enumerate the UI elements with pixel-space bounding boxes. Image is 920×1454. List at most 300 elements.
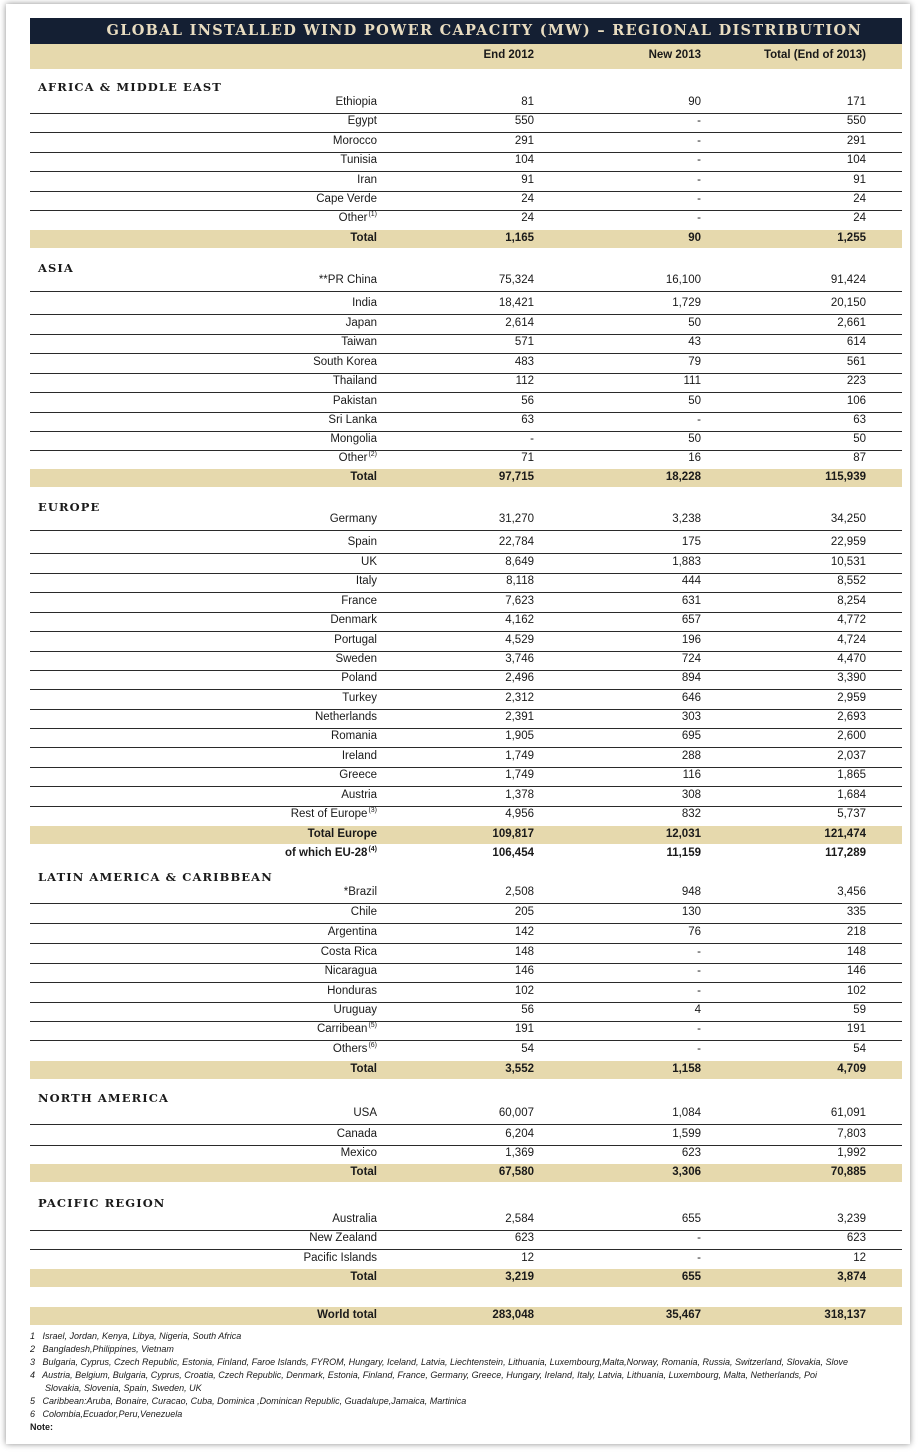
cell-total-2013: 102 [846, 985, 866, 997]
cell-end-2012: 54 [521, 1043, 534, 1055]
cell-end-2012: 24 [521, 212, 534, 224]
cell-end-2012: 550 [514, 115, 534, 127]
cell-total-2013: 3,239 [837, 1213, 866, 1225]
cell-end-2012: 3,552 [505, 1063, 534, 1075]
footnotes [30, 1330, 902, 1434]
cell-total-2013: 8,254 [837, 595, 866, 607]
row-label: Italy [355, 575, 377, 587]
region-heading: AFRICA & MIDDLE EAST [38, 80, 222, 94]
row-label: Argentina [327, 926, 377, 938]
table-row [30, 1250, 902, 1269]
row-label: Nicaragua [324, 965, 377, 977]
cell-total-2013: 171 [846, 96, 866, 108]
cell-new-2013: 76 [688, 926, 701, 938]
cell-new-2013: - [697, 174, 701, 186]
cell-new-2013: - [697, 1023, 701, 1035]
cell-total-2013: 3,874 [837, 1271, 866, 1283]
world-total-row [30, 1307, 902, 1325]
region-heading: PACIFIC REGION [38, 1196, 166, 1210]
cell-new-2013: 695 [681, 730, 701, 742]
table-row [30, 354, 902, 374]
cell-total-2013: 70,885 [830, 1166, 866, 1178]
table-row [30, 709, 902, 729]
row-label: Greece [339, 769, 377, 781]
row-label: Pacific Islands [303, 1252, 377, 1264]
cell-end-2012: 67,580 [498, 1166, 534, 1178]
cell-end-2012: 1,749 [505, 750, 534, 762]
footnote-marker: (5) [368, 1022, 377, 1029]
cell-total-2013: 2,661 [837, 317, 866, 329]
table-row [30, 373, 902, 393]
cell-total-2013: 87 [853, 452, 866, 464]
region-heading: LATIN AMERICA & CARIBBEAN [38, 870, 273, 884]
footnote: 4 Austria, Belgium, Bulgaria, Cyprus, Croatia, Czech Republic, Denmark, Estonia, Finland, France, Germany, Greece, Hungary, Ireland, Italy, Latvia, Lithuania, Luxembourg, Malta, Netherlands, Poi [30, 1370, 818, 1380]
cell-new-2013: 1,158 [672, 1063, 701, 1075]
row-label: *Brazil [343, 886, 377, 898]
cell-new-2013: 90 [688, 96, 701, 108]
cell-total-2013: 4,470 [837, 653, 866, 665]
column-header-end-2012: End 2012 [483, 49, 534, 61]
cell-total-2013: 24 [853, 193, 866, 205]
cell-total-2013: 50 [853, 433, 866, 445]
cell-new-2013: 1,599 [672, 1128, 701, 1140]
footnote: 1 Israel, Jordan, Kenya, Libya, Nigeria, South Africa [30, 1331, 242, 1341]
cell-new-2013: 1,084 [672, 1107, 701, 1119]
cell-new-2013: 655 [681, 1271, 701, 1283]
cell-end-2012: 2,391 [505, 711, 534, 723]
cell-end-2012: 3,219 [505, 1271, 534, 1283]
cell-total-2013: 4,772 [837, 614, 866, 626]
cell-end-2012: 6,204 [505, 1128, 534, 1140]
cell-total-2013: 2,037 [837, 750, 866, 762]
cell-new-2013: - [697, 1232, 701, 1244]
table-row [30, 944, 902, 964]
region-heading: ASIA [38, 261, 74, 275]
cell-new-2013: 832 [681, 808, 701, 820]
cell-new-2013: 3,238 [672, 513, 701, 525]
row-label: South Korea [313, 356, 377, 368]
table-row [30, 593, 902, 613]
cell-new-2013: 288 [681, 750, 701, 762]
row-label: Mexico [340, 1147, 377, 1159]
cell-end-2012: 3,746 [505, 653, 534, 665]
row-label: Ethiopia [335, 96, 377, 108]
footnote-marker: (6) [368, 1042, 377, 1049]
table-row [30, 748, 902, 768]
footnote-marker: (1) [368, 211, 377, 218]
cell-total-2013: 561 [846, 356, 866, 368]
cell-new-2013: 1,729 [672, 297, 701, 309]
table-row [30, 632, 902, 652]
row-label: Japan [345, 317, 377, 329]
row-label: World total [317, 1309, 377, 1321]
cell-total-2013: 3,390 [837, 672, 866, 684]
table-row [30, 94, 902, 114]
cell-total-2013: 91 [853, 174, 866, 186]
row-label: Ireland [341, 750, 377, 762]
cell-total-2013: 12 [853, 1252, 866, 1264]
row-label: Mongolia [330, 433, 377, 445]
cell-end-2012: 4,956 [505, 808, 534, 820]
table-row [30, 554, 902, 574]
cell-end-2012: 106,454 [492, 847, 534, 859]
table-row [30, 690, 902, 710]
document-page [6, 4, 910, 1444]
cell-end-2012: 24 [521, 193, 534, 205]
cell-total-2013: 1,255 [837, 232, 866, 244]
cell-new-2013: 16,100 [665, 274, 701, 286]
cell-end-2012: 81 [521, 96, 534, 108]
row-label: Total [350, 471, 377, 483]
row-label: Iran [357, 174, 377, 186]
cell-end-2012: 1,749 [505, 769, 534, 781]
cell-end-2012: 283,048 [492, 1309, 534, 1321]
cell-total-2013: 2,693 [837, 711, 866, 723]
row-label: Carribean$^{(5)}$ [316, 1022, 377, 1035]
cell-total-2013: 2,959 [837, 692, 866, 704]
cell-new-2013: 11,159 [666, 847, 701, 859]
table-row [30, 113, 902, 133]
table-row [30, 511, 902, 531]
cell-new-2013: 894 [681, 672, 701, 684]
cell-new-2013: - [697, 212, 701, 224]
cell-end-2012: 112 [515, 375, 534, 387]
cell-total-2013: 106 [846, 395, 866, 407]
row-label: Canada [336, 1128, 377, 1140]
row-label: Turkey [342, 692, 377, 704]
cell-new-2013: 16 [688, 452, 701, 464]
cell-end-2012: 571 [514, 336, 534, 348]
cell-end-2012: 148 [514, 946, 534, 958]
cell-new-2013: 623 [681, 1147, 701, 1159]
table-row [30, 534, 902, 554]
table-row [30, 191, 902, 211]
cell-end-2012: 1,378 [505, 789, 534, 801]
cell-total-2013: 4,709 [837, 1063, 866, 1075]
footnote: 2 Bangladesh,Philippines, Vietnam [30, 1344, 174, 1354]
cell-end-2012: 1,905 [505, 730, 534, 742]
cell-total-2013: 117,289 [825, 847, 866, 859]
row-label: Spain [347, 536, 377, 548]
table-row [30, 963, 902, 983]
cell-end-2012: 1,369 [505, 1147, 534, 1159]
table-row [30, 210, 902, 229]
table-row [30, 393, 902, 413]
table-row [30, 272, 902, 292]
cell-total-2013: 623 [846, 1232, 866, 1244]
row-label: Sweden [335, 653, 377, 665]
cell-end-2012: 18,421 [498, 297, 534, 309]
table-row [30, 806, 902, 825]
cell-end-2012: 56 [521, 1004, 534, 1016]
table-row [30, 431, 902, 451]
region-total-row [30, 469, 902, 487]
row-label: Egypt [347, 115, 377, 127]
cell-end-2012: 104 [514, 154, 534, 166]
row-label: Tunisia [340, 154, 377, 166]
cell-total-2013: 191 [846, 1023, 866, 1035]
cell-end-2012: 2,312 [505, 692, 534, 704]
region-heading: EUROPE [38, 500, 101, 514]
row-label: Others$^{(6)}$ [332, 1042, 377, 1055]
column-header-new-2013: New 2013 [648, 49, 701, 61]
footnote-marker: (4) [368, 846, 377, 853]
cell-end-2012: 102 [514, 985, 534, 997]
cell-end-2012: 623 [514, 1232, 534, 1244]
row-label: Pakistan [332, 395, 377, 407]
row-label: of which EU-28$^{(4)}$ [285, 846, 377, 859]
cell-end-2012: 97,715 [498, 471, 534, 483]
row-label: USA [353, 1107, 377, 1119]
cell-total-2013: 59 [853, 1004, 866, 1016]
table-row [30, 924, 902, 944]
cell-total-2013: 5,737 [837, 808, 866, 820]
cell-total-2013: 223 [846, 375, 866, 387]
cell-end-2012: 1,165 [505, 232, 534, 244]
footnote-marker: (2) [368, 451, 377, 458]
cell-new-2013: - [697, 115, 701, 127]
row-label: Rest of Europe$^{(3)}$ [290, 807, 377, 820]
cell-end-2012: 146 [514, 965, 534, 977]
cell-new-2013: - [697, 414, 701, 426]
cell-total-2013: 10,531 [830, 556, 866, 568]
row-label: Sri Lanka [328, 414, 377, 426]
cell-new-2013: 12,031 [665, 828, 701, 840]
cell-end-2012: 2,614 [505, 317, 534, 329]
cell-total-2013: 104 [846, 154, 866, 166]
cell-end-2012: 191 [514, 1023, 534, 1035]
row-label: Honduras [327, 985, 377, 997]
cell-end-2012: 2,508 [505, 886, 534, 898]
table-row [30, 1105, 902, 1125]
cell-total-2013: 146 [846, 965, 866, 977]
row-label: Total [350, 1063, 377, 1075]
cell-total-2013: 91,424 [830, 274, 866, 286]
cell-end-2012: - [530, 433, 534, 445]
row-label: Total Europe [307, 828, 377, 840]
row-label: Romania [330, 730, 377, 742]
table-row [30, 983, 902, 1003]
row-label: Total [350, 1271, 377, 1283]
cell-new-2013: - [697, 946, 701, 958]
cell-total-2013: 63 [853, 414, 866, 426]
table-row [30, 315, 902, 335]
footnote: 5 Caribbean:Aruba, Bonaire, Curacao, Cuba, Dominica ,Dominican Republic, Guadalupe,Jamaica, Martinica [30, 1396, 467, 1406]
cell-total-2013: 550 [846, 115, 866, 127]
cell-total-2013: 115,939 [825, 471, 866, 483]
column-header-total-2013: Total (End of 2013) [763, 49, 866, 61]
cell-total-2013: 1,865 [837, 769, 866, 781]
cell-end-2012: 63 [521, 414, 534, 426]
region-heading: NORTH AMERICA [38, 1091, 170, 1105]
table-row [30, 172, 902, 192]
note-label: Note: [30, 1422, 53, 1432]
row-label: Netherlands [314, 711, 377, 723]
row-label: Cape Verde [316, 193, 377, 205]
cell-new-2013: 4 [694, 1004, 701, 1016]
cell-end-2012: 2,496 [505, 672, 534, 684]
table-row [30, 1041, 902, 1060]
cell-end-2012: 12 [521, 1252, 534, 1264]
row-label: Poland [341, 672, 377, 684]
cell-end-2012: 483 [514, 356, 534, 368]
table-row [30, 295, 902, 315]
cell-new-2013: - [697, 985, 701, 997]
footnote-marker: (3) [368, 807, 377, 814]
cell-end-2012: 56 [521, 395, 534, 407]
cell-end-2012: 91 [521, 174, 534, 186]
region-total-row [30, 1269, 902, 1287]
cell-new-2013: - [697, 1043, 701, 1055]
cell-total-2013: 291 [846, 135, 866, 147]
cell-total-2013: 20,150 [830, 297, 866, 309]
cell-new-2013: 79 [688, 356, 701, 368]
cell-end-2012: 4,162 [505, 614, 534, 626]
table-row [30, 904, 902, 924]
row-label: Uruguay [333, 1004, 377, 1016]
row-label: Germany [329, 513, 377, 525]
region-total-row [30, 1061, 902, 1079]
table-row [30, 1211, 902, 1231]
cell-total-2013: 24 [853, 212, 866, 224]
cell-new-2013: 43 [688, 336, 701, 348]
table-row [30, 670, 902, 690]
region-total-row [30, 1164, 902, 1182]
cell-new-2013: - [697, 135, 701, 147]
footnote: 6 Colombia,Ecuador,Peru,Venezuela [30, 1409, 183, 1419]
table-row [30, 767, 902, 787]
cell-new-2013: 130 [681, 906, 701, 918]
row-label: **PR China [318, 274, 377, 286]
table-row [30, 412, 902, 432]
row-label: Other$^{(1)}$ [338, 211, 377, 224]
cell-new-2013: - [697, 193, 701, 205]
cell-end-2012: 291 [514, 135, 534, 147]
region-total-row [30, 230, 902, 248]
cell-end-2012: 109,817 [492, 828, 534, 840]
cell-total-2013: 1,992 [837, 1147, 866, 1159]
cell-total-2013: 54 [853, 1043, 866, 1055]
table-row [30, 1126, 902, 1146]
row-label: Other$^{(2)}$ [338, 451, 377, 464]
region-total-row [30, 826, 902, 844]
row-label: Taiwan [341, 336, 377, 348]
cell-new-2013: 90 [688, 232, 701, 244]
row-label: UK [361, 556, 377, 568]
cell-total-2013: 121,474 [824, 828, 866, 840]
cell-new-2013: 631 [681, 595, 701, 607]
cell-end-2012: 7,623 [505, 595, 534, 607]
row-label: Chile [350, 906, 377, 918]
table-row [30, 1230, 902, 1250]
cell-new-2013: 18,228 [665, 471, 701, 483]
row-label: Australia [332, 1213, 377, 1225]
table-row [30, 787, 902, 807]
table-row [30, 133, 902, 153]
cell-new-2013: - [697, 1252, 701, 1264]
cell-end-2012: 22,784 [498, 536, 534, 548]
row-label: Portugal [334, 634, 377, 646]
footnote: Slovakia, Slovenia, Spain, Sweden, UK [30, 1383, 202, 1393]
table-title: GLOBAL INSTALLED WIND POWER CAPACITY (MW) – REGIONAL DISTRIBUTION [30, 18, 902, 44]
cell-new-2013: 175 [681, 536, 701, 548]
cell-new-2013: 50 [688, 317, 701, 329]
cell-new-2013: 3,306 [672, 1166, 701, 1178]
table-row [30, 884, 902, 904]
cell-total-2013: 8,552 [837, 575, 866, 587]
row-label: Total [350, 1166, 377, 1178]
cell-total-2013: 335 [846, 906, 866, 918]
cell-end-2012: 71 [521, 452, 534, 464]
table-row [30, 450, 902, 469]
cell-total-2013: 61,091 [830, 1107, 866, 1119]
cell-new-2013: 50 [688, 395, 701, 407]
cell-new-2013: 1,883 [672, 556, 701, 568]
table-row [30, 152, 902, 172]
cell-new-2013: - [697, 965, 701, 977]
cell-end-2012: 60,007 [498, 1107, 534, 1119]
cell-total-2013: 614 [846, 336, 866, 348]
cell-new-2013: 655 [681, 1213, 701, 1225]
cell-total-2013: 22,959 [830, 536, 866, 548]
cell-end-2012: 2,584 [505, 1213, 534, 1225]
cell-new-2013: 657 [681, 614, 701, 626]
cell-total-2013: 7,803 [837, 1128, 866, 1140]
cell-new-2013: 50 [688, 433, 701, 445]
footnote: 3 Bulgaria, Cyprus, Czech Republic, Estonia, Finland, Faroe Islands, FYROM, Hungary, Iceland, Latvia, Liechtenstein, Lithuania, Luxembourg,Malta,Norway, Romania, Russia, Switzerland, Slovakia, Slove [30, 1357, 849, 1367]
table-row [30, 334, 902, 354]
cell-new-2013: 116 [682, 769, 701, 781]
row-label: Austria [341, 789, 377, 801]
cell-new-2013: 308 [681, 789, 701, 801]
cell-end-2012: 4,529 [505, 634, 534, 646]
cell-total-2013: 1,684 [837, 789, 866, 801]
table-row [30, 1021, 902, 1041]
row-label: New Zealand [309, 1232, 377, 1244]
table-row [30, 1145, 902, 1164]
cell-new-2013: 35,467 [665, 1309, 701, 1321]
cell-end-2012: 8,649 [505, 556, 534, 568]
cell-new-2013: 303 [681, 711, 701, 723]
cell-new-2013: 948 [681, 886, 701, 898]
table-row [30, 1002, 902, 1022]
cell-new-2013: 646 [681, 692, 701, 704]
row-label: Costa Rica [320, 946, 377, 958]
cell-end-2012: 75,324 [498, 274, 534, 286]
cell-end-2012: 142 [514, 926, 534, 938]
cell-total-2013: 34,250 [830, 513, 866, 525]
cell-new-2013: 196 [681, 634, 701, 646]
cell-end-2012: 8,118 [506, 575, 534, 587]
row-label: Denmark [330, 614, 377, 626]
table-row [30, 728, 902, 748]
cell-new-2013: 444 [681, 575, 701, 587]
row-label: France [341, 595, 377, 607]
table-row [30, 573, 902, 593]
cell-total-2013: 3,456 [837, 886, 866, 898]
cell-new-2013: - [697, 154, 701, 166]
row-label: India [352, 297, 377, 309]
row-label: Morocco [332, 135, 377, 147]
eu28-subtotal-row [30, 845, 902, 864]
cell-end-2012: 31,270 [498, 513, 534, 525]
cell-new-2013: 111 [683, 375, 701, 387]
cell-total-2013: 4,724 [837, 634, 866, 646]
cell-total-2013: 218 [846, 926, 866, 938]
row-label: Total [350, 232, 377, 244]
cell-total-2013: 318,137 [824, 1309, 866, 1321]
table-row [30, 612, 902, 632]
